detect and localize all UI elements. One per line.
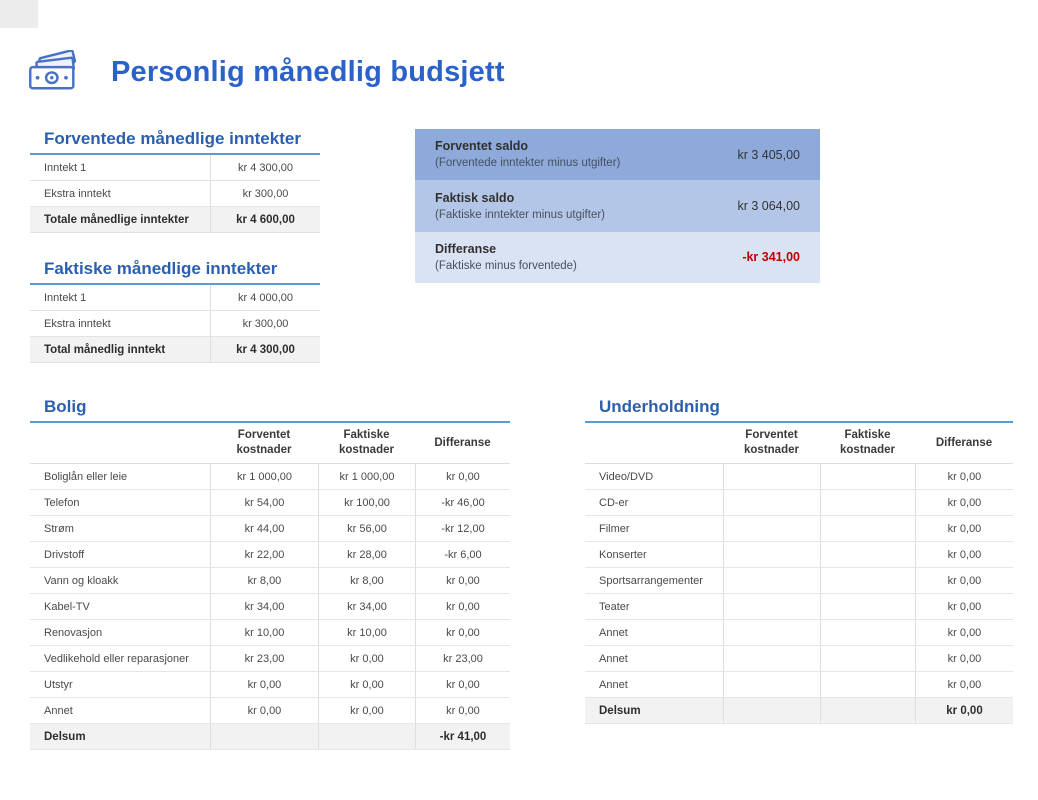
summary-subtitle: (Faktiske minus forventede): [435, 260, 577, 273]
row-label: Inntekt 1: [44, 161, 87, 174]
header-expected-costs: Forventet kostnader: [744, 429, 799, 456]
row-label: Renovasjon: [44, 626, 103, 639]
difference-cell: kr 0,00: [415, 620, 510, 645]
table-row: [585, 490, 1013, 516]
expected-cost-cell: [723, 594, 820, 619]
row-label: Sportsarrangementer: [599, 574, 703, 587]
table-row: [585, 646, 1013, 672]
difference-cell: kr 0,00: [915, 646, 1013, 671]
summary-value: kr 3 405,00: [737, 147, 800, 162]
table-row: [30, 464, 510, 490]
row-label: Annet: [599, 652, 628, 665]
difference-cell: kr 0,00: [415, 672, 510, 697]
table-row: [585, 672, 1013, 698]
difference-cell: kr 0,00: [915, 542, 1013, 567]
difference-cell: kr 0,00: [915, 568, 1013, 593]
actual-cost-cell: [820, 568, 915, 593]
difference-cell: kr 0,00: [915, 490, 1013, 515]
row-label: Strøm: [44, 522, 74, 535]
table-row: [585, 542, 1013, 568]
expected-cost-cell: [723, 620, 820, 645]
actual-cost-cell: [318, 724, 415, 749]
table-row: [30, 672, 510, 698]
row-value: kr 300,00: [210, 181, 320, 206]
actual-cost-cell: [820, 698, 915, 723]
table-row: [30, 698, 510, 724]
actual-income-heading: Faktiske månedlige inntekter: [30, 258, 320, 285]
actual-cost-cell: kr 0,00: [318, 646, 415, 671]
row-label: Vann og kloakk: [44, 574, 119, 587]
difference-cell: kr 0,00: [915, 672, 1013, 697]
summary-title: Faktisk saldo: [435, 190, 515, 205]
difference-cell: kr 0,00: [915, 594, 1013, 619]
subtotal-row: [30, 724, 510, 750]
row-label: Filmer: [599, 522, 630, 535]
expected-cost-cell: kr 54,00: [210, 490, 318, 515]
corner-artifact: [0, 0, 38, 28]
actual-cost-cell: [820, 464, 915, 489]
table-row: [30, 594, 510, 620]
row-label: Vedlikehold eller reparasjoner: [44, 652, 189, 665]
table-row: [30, 285, 320, 311]
table-row: [30, 646, 510, 672]
table-row: [585, 568, 1013, 594]
expected-cost-cell: [723, 698, 820, 723]
expected-cost-cell: kr 10,00: [210, 620, 318, 645]
actual-cost-cell: [820, 594, 915, 619]
row-label: Kabel-TV: [44, 600, 90, 613]
difference-cell: kr 23,00: [415, 646, 510, 671]
table-row: [30, 311, 320, 337]
summary-text: [435, 137, 620, 172]
housing-heading: Bolig: [30, 396, 510, 423]
actual-cost-cell: [820, 542, 915, 567]
expected-cost-cell: [723, 646, 820, 671]
table-row: [30, 181, 320, 207]
expected-cost-cell: [723, 490, 820, 515]
subtotal-label: Delsum: [599, 704, 641, 717]
actual-cost-cell: kr 100,00: [318, 490, 415, 515]
page-title: Personlig månedlig budsjett: [111, 55, 505, 88]
actual-cost-cell: kr 28,00: [318, 542, 415, 567]
page-header: [27, 50, 505, 94]
table-row: [30, 620, 510, 646]
expected-cost-cell: kr 23,00: [210, 646, 318, 671]
summary-value-negative: -kr 341,00: [742, 250, 800, 265]
expected-cost-cell: [723, 672, 820, 697]
row-value: kr 300,00: [210, 311, 320, 336]
row-label: Boliglån eller leie: [44, 470, 128, 483]
total-label: Total månedlig inntekt: [44, 343, 166, 356]
summary-title: Differanse: [435, 241, 497, 256]
actual-cost-cell: kr 8,00: [318, 568, 415, 593]
expected-cost-cell: [723, 568, 820, 593]
total-label: Totale månedlige inntekter: [44, 213, 189, 226]
summary-subtitle: (Forventede inntekter minus utgifter): [435, 157, 621, 170]
table-row: [585, 594, 1013, 620]
row-label: Ekstra inntekt: [44, 187, 111, 200]
difference-cell: -kr 46,00: [415, 490, 510, 515]
actual-cost-cell: kr 0,00: [318, 698, 415, 723]
header-difference: Differanse: [434, 436, 491, 449]
entertainment-heading: Underholdning: [585, 396, 1013, 423]
expected-cost-cell: [210, 724, 318, 749]
difference-cell: kr 0,00: [415, 594, 510, 619]
header-difference: Differanse: [935, 436, 993, 449]
summary-subtitle: (Faktiske inntekter minus utgifter): [435, 208, 606, 221]
actual-cost-cell: kr 56,00: [318, 516, 415, 541]
actual-cost-cell: [820, 672, 915, 697]
actual-cost-cell: kr 0,00: [318, 672, 415, 697]
row-label: Drivstoff: [44, 548, 85, 561]
table-row: [585, 620, 1013, 646]
expected-cost-cell: [723, 464, 820, 489]
table-row: [30, 516, 510, 542]
row-value: kr 4 000,00: [210, 285, 320, 310]
actual-cost-cell: kr 10,00: [318, 620, 415, 645]
table-row: [585, 464, 1013, 490]
actual-cost-cell: [820, 516, 915, 541]
expected-cost-cell: kr 34,00: [210, 594, 318, 619]
row-label: Inntekt 1: [44, 291, 87, 304]
actual-cost-cell: kr 34,00: [318, 594, 415, 619]
table-row: [30, 155, 320, 181]
expected-cost-cell: [723, 516, 820, 541]
table-header-row: [585, 423, 1013, 464]
total-value: kr 4 300,00: [210, 337, 320, 362]
difference-cell: -kr 6,00: [415, 542, 510, 567]
table-row: [585, 516, 1013, 542]
difference-cell: -kr 41,00: [415, 724, 510, 749]
header-empty-cell: [585, 423, 723, 463]
row-label: Annet: [599, 678, 628, 691]
row-label: CD-er: [599, 496, 629, 509]
expected-cost-cell: kr 1 000,00: [210, 464, 318, 489]
difference-cell: kr 0,00: [915, 620, 1013, 645]
subtotal-row: [585, 698, 1013, 724]
subtotal-label: Delsum: [44, 730, 86, 743]
housing-expense-table: [30, 396, 510, 750]
row-label: Telefon: [44, 496, 80, 509]
expected-cost-cell: kr 0,00: [210, 672, 318, 697]
difference-row: [415, 232, 820, 283]
expected-cost-cell: kr 8,00: [210, 568, 318, 593]
row-label: Teater: [599, 600, 630, 613]
difference-cell: kr 0,00: [915, 516, 1013, 541]
actual-balance-row: [415, 180, 820, 231]
row-label: Utstyr: [44, 678, 73, 691]
header-actual-costs: Faktiske kostnader: [840, 429, 895, 456]
actual-cost-cell: kr 1 000,00: [318, 464, 415, 489]
row-label: Video/DVD: [599, 470, 654, 483]
actual-income-table: [30, 258, 320, 363]
total-row: [30, 337, 320, 363]
row-label: Annet: [599, 626, 628, 639]
header-empty-cell: [30, 423, 210, 463]
difference-cell: kr 0,00: [915, 698, 1013, 723]
expected-cost-cell: kr 22,00: [210, 542, 318, 567]
difference-cell: -kr 12,00: [415, 516, 510, 541]
expected-cost-cell: [723, 542, 820, 567]
table-header-row: [30, 423, 510, 464]
row-value: kr 4 300,00: [210, 155, 320, 180]
balance-summary-box: [415, 129, 820, 283]
actual-cost-cell: [820, 490, 915, 515]
actual-cost-cell: [820, 620, 915, 645]
summary-title: Forventet saldo: [435, 139, 529, 154]
table-row: [30, 490, 510, 516]
row-label: Annet: [44, 704, 73, 717]
row-label: Ekstra inntekt: [44, 317, 111, 330]
difference-cell: kr 0,00: [415, 464, 510, 489]
header-actual-costs: Faktiske kostnader: [339, 429, 394, 456]
summary-value: kr 3 064,00: [737, 198, 800, 213]
table-row: [30, 542, 510, 568]
difference-cell: kr 0,00: [415, 698, 510, 723]
actual-cost-cell: [820, 646, 915, 671]
entertainment-expense-table: [585, 396, 1013, 724]
expected-cost-cell: kr 0,00: [210, 698, 318, 723]
total-value: kr 4 600,00: [210, 207, 320, 232]
total-row: [30, 207, 320, 233]
difference-cell: kr 0,00: [915, 464, 1013, 489]
expected-income-table: [30, 128, 320, 233]
expected-cost-cell: kr 44,00: [210, 516, 318, 541]
row-label: Konserter: [599, 548, 647, 561]
summary-text: [435, 240, 577, 275]
header-expected-costs: Forventet kostnader: [236, 429, 292, 456]
difference-cell: kr 0,00: [415, 568, 510, 593]
summary-text: [435, 189, 605, 224]
table-row: [30, 568, 510, 594]
money-icon: [27, 50, 79, 94]
expected-income-heading: Forventede månedlige inntekter: [30, 128, 320, 155]
expected-balance-row: [415, 129, 820, 180]
